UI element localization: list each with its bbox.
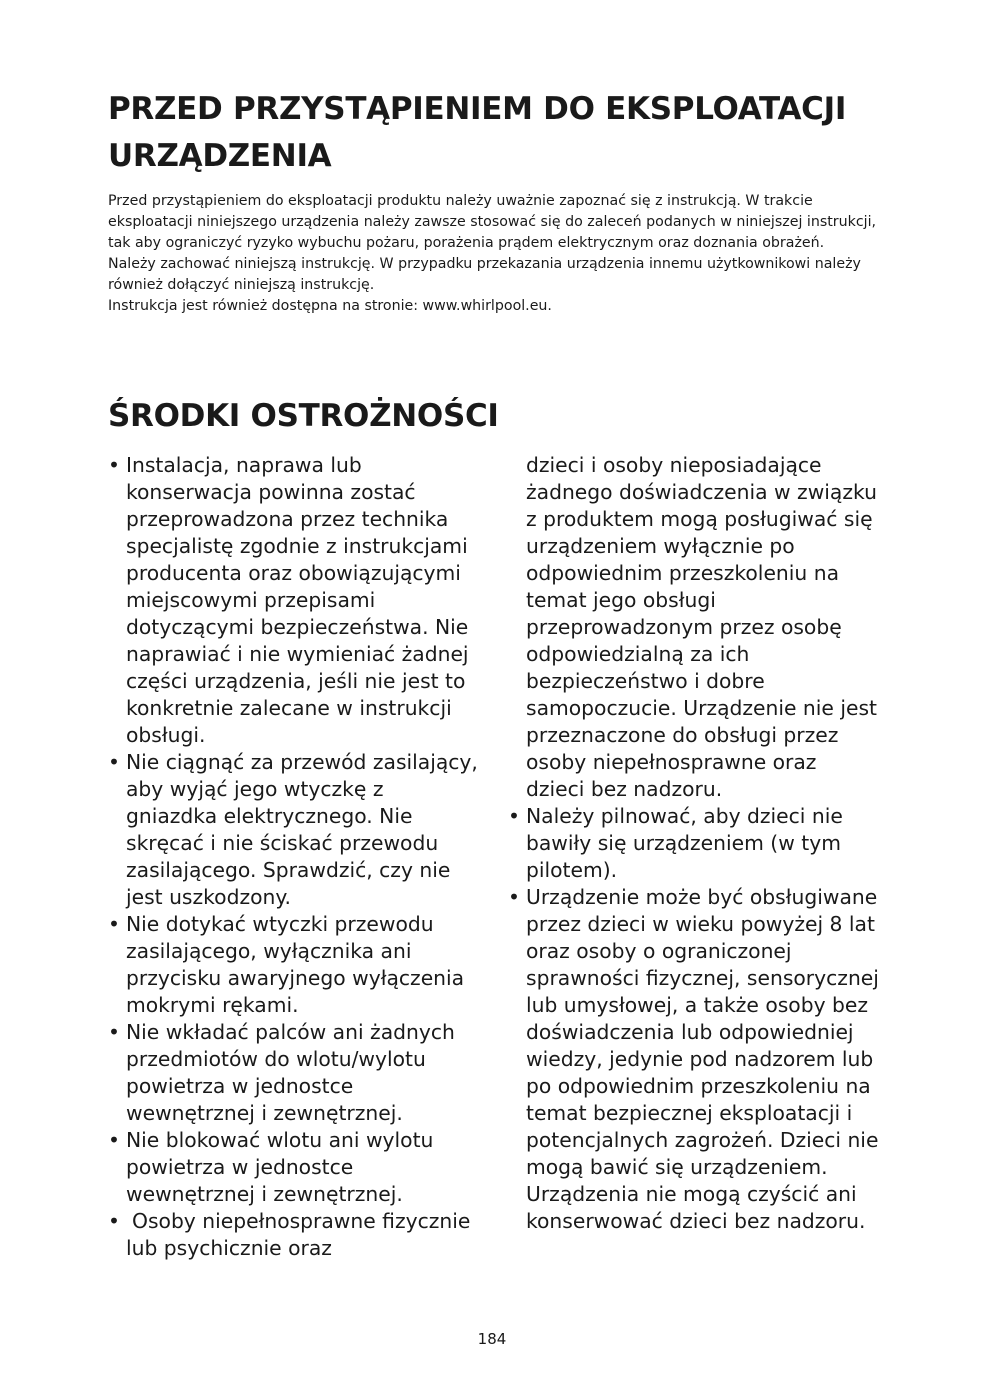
list-item: • Nie ciągnąć za przewód zasilający, aby wyjąć jego wtyczkę z gniazdka elektrycznego. Nie skręcać i nie ściskać przewodu zasilającego. Sprawdzić, czy nie jest uszkodzony. xyxy=(108,749,480,911)
list-item xyxy=(108,1208,480,1262)
list-item: • Nie wkładać palców ani żadnych przedmiotów do wlotu/wylotu powietrza w jednostce wewnętrznej i zewnętrznej. xyxy=(108,1019,480,1127)
intro-paragraph-3: Instrukcja jest również dostępna na stronie: www.whirlpool.eu. xyxy=(108,298,552,314)
intro-paragraph-2: Należy zachować niniejszą instrukcję. W przypadku przekazania urządzenia innemu użytkownikowi należy również dołączyć niniejszą instrukcję. xyxy=(108,256,861,293)
list-item-continuation: dzieci i osoby nieposiadające żadnego doświadczenia w związku z produktem mogą posługiwać się urządzeniem wyłącznie po odpowiednim przeszkoleniu na temat jego obsługi przeprowadzonym przez osobę odpowiedzialną za ich bezpieczeństwo i dobre samopoczucie. Urządzenie nie jest przeznaczone do obsługi przez osoby niepełnosprawne oraz dzieci bez nadzoru. xyxy=(526,453,877,801)
list-item: • Nie dotykać wtyczki przewodu zasilającego, wyłącznika ani przycisku awaryjnego wyłączenia mokrymi rękami. xyxy=(108,911,480,1019)
list-item: • Instalacja, naprawa lub konserwacja powinna zostać przeprowadzona przez technika specjalistę zgodnie z instrukcjami producenta oraz obowiązującymi miejscowymi przepisami dotyczącymi bezpieczeństwa. Nie naprawiać i nie wymieniać żadnej części urządzenia, jeśli nie jest to konkretnie zalecane w instrukcji obsługi. xyxy=(108,452,480,749)
list-item: • Urządzenie może być obsługiwane przez dzieci w wieku powyżej 8 lat oraz osoby o ograniczonej sprawności fizycznej, sensorycznej lub umysłowej, a także osoby bez doświadczenia lub odpowiedniej wiedzy, jedynie pod nadzorem lub po odpowiednim przeszkoleniu na temat bezpiecznej eksploatacji i potencjalnych zagrożeń. Dzieci nie mogą bawić się urządzeniem. Urządzenia nie mogą czyścić ani konserwować dzieci bez nadzoru. xyxy=(508,884,880,1235)
list-item: • Należy pilnować, aby dzieci nie bawiły się urządzeniem (w tym pilotem). xyxy=(508,803,880,884)
page-title: PRZED PRZYSTĄPIENIEM DO EKSPLOATACJI URZĄDZENIA xyxy=(108,91,847,174)
page-number: 184 xyxy=(477,1330,507,1348)
precautions-left-column xyxy=(108,452,480,1262)
list-item-text: Osoby niepełnosprawne fizycznie lub psychicznie oraz xyxy=(126,1209,471,1260)
section-title: ŚRODKI OSTROŻNOŚCI xyxy=(108,398,499,434)
intro-paragraph-1: Przed przystąpieniem do eksploatacji produktu należy uważnie zapoznać się z instrukcją. W trakcie eksploatacji niniejszego urządzenia należy zawsze stosować się do zaleceń podanych w niniejszej instrukcji, tak aby ograniczyć ryzyko wybuchu pożaru, porażenia prądem elektrycznym oraz doznania obrażeń. xyxy=(108,193,877,251)
precautions-right-column xyxy=(508,452,880,1235)
intro-text xyxy=(108,191,878,317)
list-item: • Nie blokować wlotu ani wylotu powietrza w jednostce wewnętrznej i zewnętrznej. xyxy=(108,1127,480,1208)
